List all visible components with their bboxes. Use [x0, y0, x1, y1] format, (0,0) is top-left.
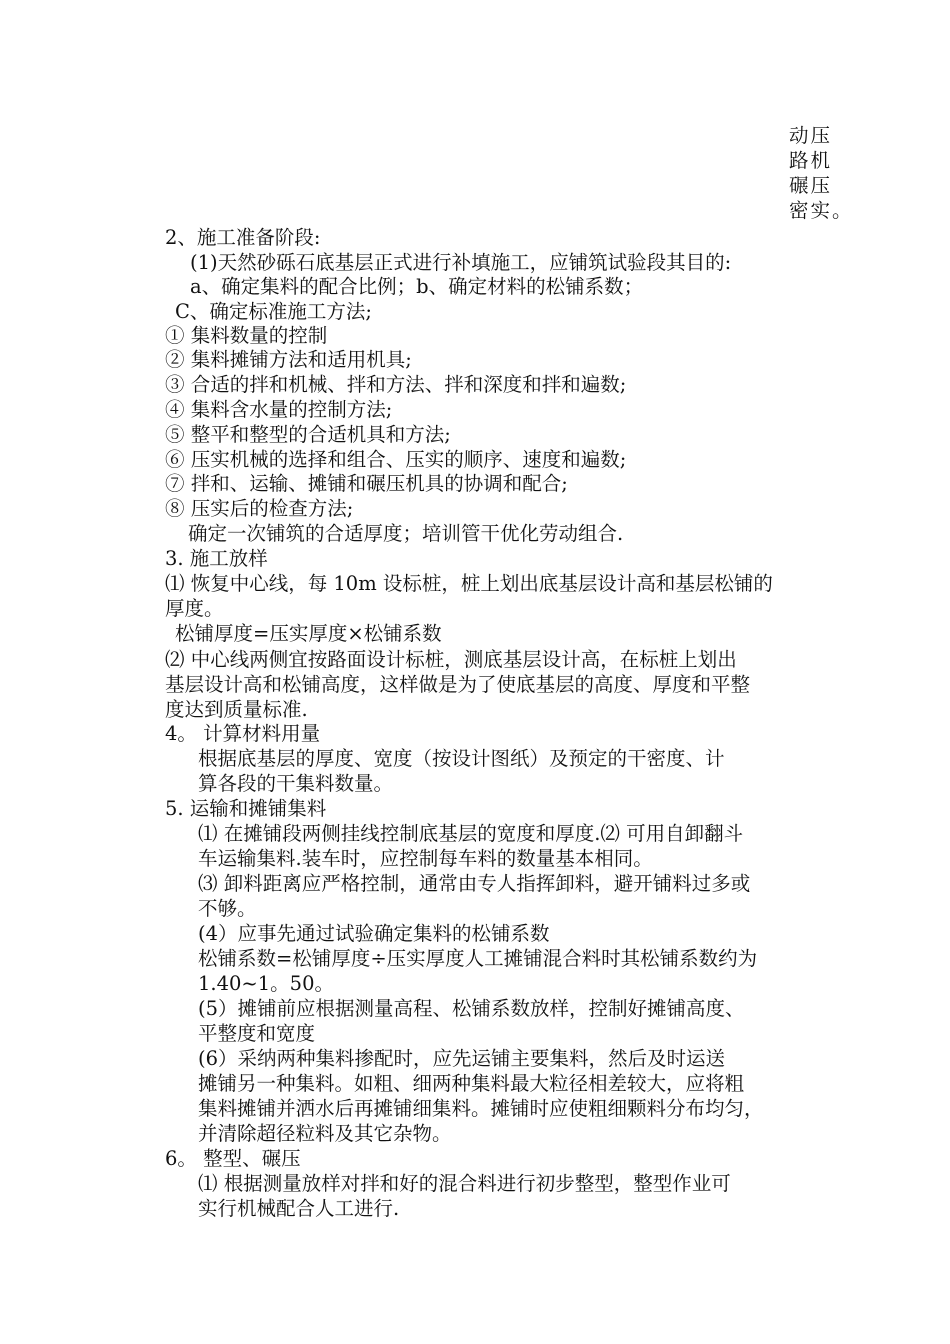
text-line: (5）摊铺前应根据测量高程、松铺系数放样，控制好摊铺高度、	[198, 997, 745, 1020]
text-line: 车运输集料.装车时，应控制每车料的数量基本相同。	[198, 847, 653, 870]
text-line: (4）应事先通过试验确定集料的松铺系数	[198, 922, 550, 945]
text-line: (6）采纳两种集料掺配时，应先运铺主要集料，然后及时运送	[198, 1047, 726, 1070]
text-line: 确定一次铺筑的合适厚度；培训管干优化劳动组合.	[188, 522, 624, 545]
text-line: a、确定集料的配合比例；b、确定材料的松铺系数；	[190, 275, 644, 298]
top-right-line-4: 密实。	[789, 199, 854, 222]
text-line: 算各段的干集料数量。	[198, 772, 394, 795]
formula-line: 松铺系数=松铺厚度÷压实厚度人工摊铺混合料时其松铺系数约为	[198, 947, 758, 970]
text-line: 度达到质量标准.	[165, 698, 308, 721]
list-item: ⑥ 压实机械的选择和组合、压实的顺序、速度和遍数;	[165, 448, 627, 471]
text-line: 厚度。	[165, 597, 224, 620]
text-line: (1)天然砂砾石底基层正式进行补填施工，应铺筑试验段其目的:	[190, 251, 732, 274]
list-item: ② 集料摊铺方法和适用机具;	[165, 348, 412, 371]
text-line: 集料摊铺并洒水后再摊铺细集料。摊铺时应使粗细颗料分布均匀，	[198, 1097, 764, 1120]
list-item: ⑦ 拌和、运输、摊铺和碾压机具的协调和配合;	[165, 472, 568, 495]
text-line: 1.40~1。50。	[198, 972, 334, 995]
section-heading: 5. 运输和摊铺集料	[165, 797, 327, 820]
top-right-line-3: 碾压	[789, 174, 833, 197]
section-heading: 2、施工准备阶段:	[165, 226, 321, 249]
formula-line: 松铺厚度=压实厚度×松铺系数	[175, 622, 442, 645]
top-right-line-2: 路机	[789, 149, 833, 172]
text-line: 平整度和宽度	[198, 1022, 316, 1045]
text-line: 并清除超径粒料及其它杂物。	[198, 1122, 452, 1145]
text-line: ⑶ 卸料距离应严格控制，通常由专人指挥卸料，避开铺料过多或	[198, 872, 751, 895]
text-line: ⑴ 恢复中心线，每 10m 设标桩，桩上划出底基层设计高和基层松铺的	[165, 572, 773, 595]
text-line: ⑵ 中心线两侧宜按路面设计标桩，测底基层设计高，在标桩上划出	[165, 648, 737, 671]
section-heading: 3. 施工放样	[165, 547, 268, 570]
section-heading: 6。 整型、碾压	[165, 1147, 301, 1170]
text-line: 摊铺另一种集料。如粗、细两种集料最大粒径相差较大，应将粗	[198, 1072, 745, 1095]
text-line: 不够。	[198, 897, 257, 920]
list-item: ⑤ 整平和整型的合适机具和方法;	[165, 423, 451, 446]
list-item: ③ 合适的拌和机械、拌和方法、拌和深度和拌和遍数;	[165, 373, 627, 396]
top-right-line-1: 动压	[789, 124, 833, 147]
text-line: C、确定标准施工方法;	[175, 300, 372, 323]
list-item: ⑧ 压实后的检查方法;	[165, 497, 354, 520]
text-line: 根据底基层的厚度、宽度（按设计图纸）及预定的干密度、计	[198, 747, 725, 770]
text-line: 实行机械配合人工进行.	[198, 1197, 400, 1220]
text-line: ⑴ 根据测量放样对拌和好的混合料进行初步整型，整型作业可	[198, 1172, 731, 1195]
text-line: 基层设计高和松铺高度，这样做是为了使底基层的高度、厚度和平整	[165, 673, 751, 696]
text-line: ⑴ 在摊铺段两侧挂线控制底基层的宽度和厚度.⑵ 可用自卸翻斗	[198, 822, 744, 845]
section-heading: 4。 计算材料用量	[165, 722, 321, 745]
list-item: ④ 集料含水量的控制方法;	[165, 398, 393, 421]
list-item: ① 集料数量的控制	[165, 324, 328, 347]
